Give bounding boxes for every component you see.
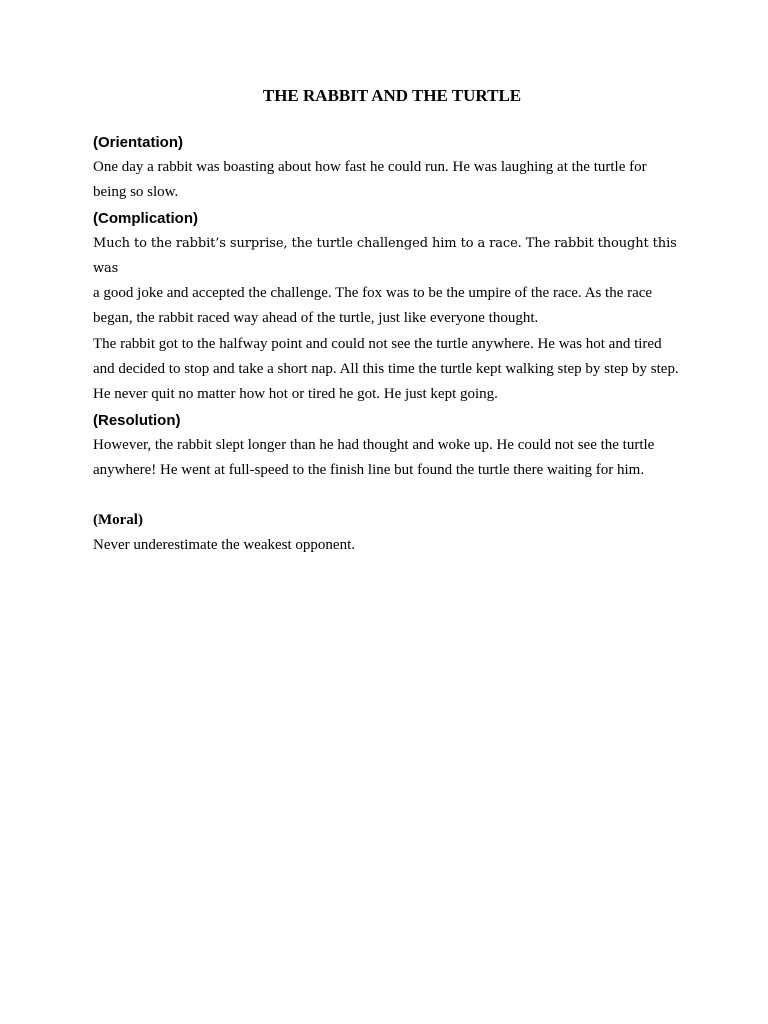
moral-heading: (Moral)	[93, 512, 143, 529]
complication-text-1: a good joke and accepted the challenge. The fox was to be the umpire of the race. As the race began, the rabbit raced way ahead of the turtle, just like everyone thought.	[93, 285, 653, 327]
complication-first-line: Much to the rabbit’s surprise, the turtle challenged him to a race. The rabbit thought this was	[93, 235, 677, 276]
orientation-heading: (Orientation)	[93, 134, 183, 151]
resolution-heading: (Resolution)	[93, 411, 181, 429]
document-title: THE RABBIT AND THE TURTLE	[262, 86, 522, 105]
resolution-text: However, the rabbit slept longer than he had thought and woke up. He could not see the turtle anywhere! He went at full-speed to the finish line but found the turtle there waiting for him.	[93, 436, 655, 478]
section-spacer	[93, 483, 683, 508]
document-page	[93, 86, 683, 559]
complication-heading: (Complication)	[93, 209, 198, 227]
moral-text: Never underestimate the weakest opponent.	[93, 537, 355, 554]
orientation-text: One day a rabbit was boasting about how fast he could run. He was laughing at the turtle for being so slow.	[93, 159, 647, 201]
complication-text-2: The rabbit got to the halfway point and could not see the turtle anywhere. He was hot and tired and decided to stop and take a short nap. All this time the turtle kept walking step by step by step. He never quit no matter how hot or tired he got. He just kept going.	[93, 335, 679, 403]
